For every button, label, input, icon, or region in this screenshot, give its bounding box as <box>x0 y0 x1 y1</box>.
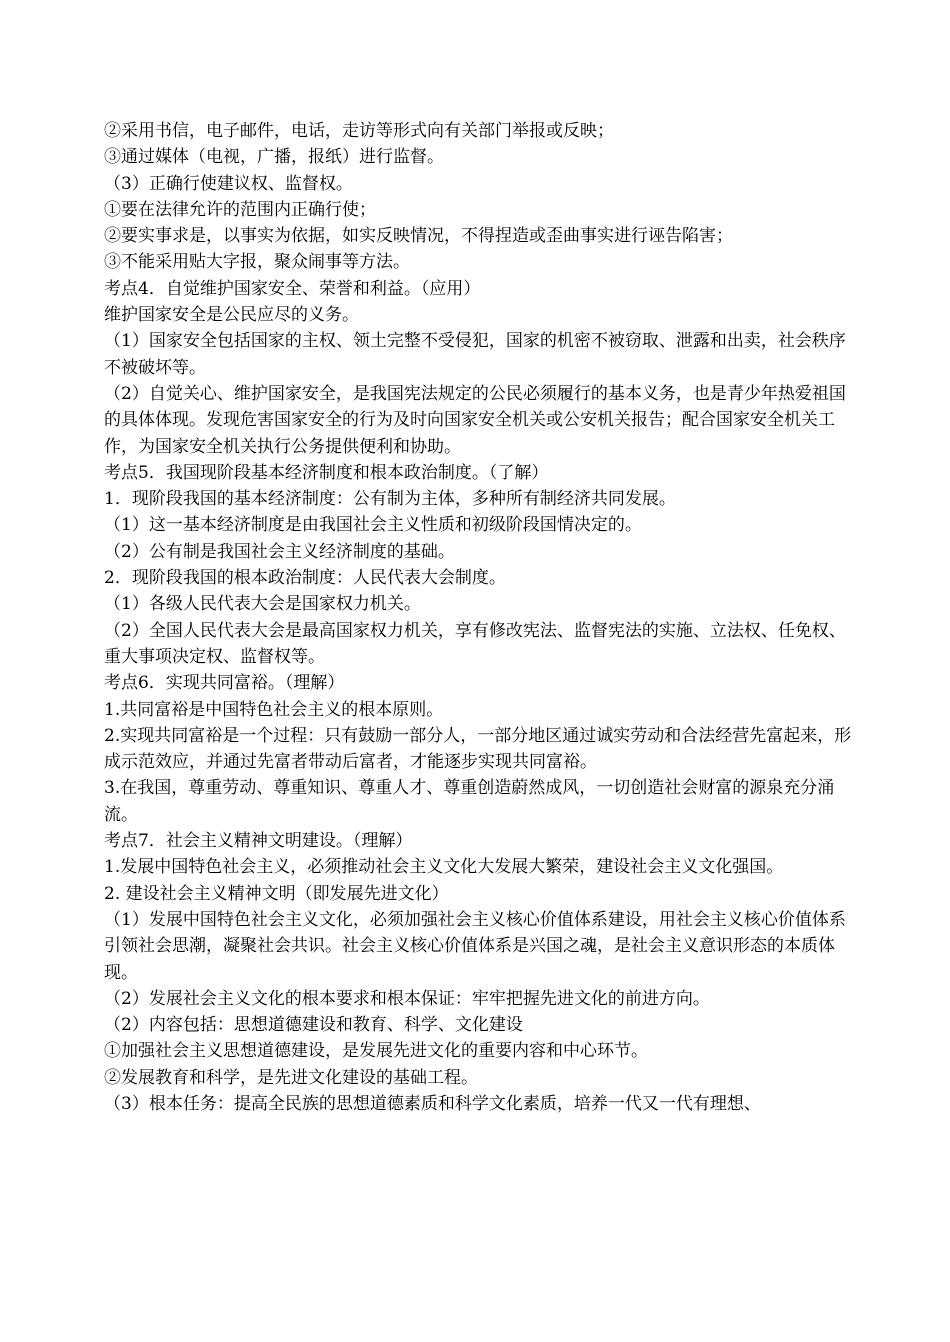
text-paragraph: 1.发展中国特色社会主义，必须推动社会主义文化大发展大繁荣，建设社会主义文化强国。 <box>104 857 784 878</box>
text-paragraph: 3.在我国，尊重劳动、尊重知识、尊重人才、尊重创造蔚然成风，一切创造社会财富的源泉充分涌流。 <box>104 778 835 825</box>
text-line: （3）根本任务：提高全民族的思想道德素质和科学文化素质，培养一代又一代有理想、 <box>104 1093 761 1114</box>
text-line: （1）各级人民代表大会是国家权力机关。 <box>104 594 421 615</box>
text-paragraph: （1）发展中国特色社会主义文化，必须加强社会主义核心价值体系建设，用社会主义核心价值体系引领社会思潮，凝聚社会共识。社会主义核心价值体系是兴国之魂，是社会主义意识形态的本质体现。 <box>104 909 846 983</box>
text-line: ②发展教育和科学，是先进文化建设的基础工程。 <box>104 1067 478 1088</box>
text-paragraph: （2）自觉关心、维护国家安全，是我国宪法规定的公民必须履行的基本义务，也是青少年热爱祖国的具体体现。发现危害国家安全的行为及时向国家安全机关或公安机关报告；配合国家安全机关工作，为国家安全机关执行公务提供便利和协助。 <box>104 383 846 457</box>
text-line: （2）内容包括：思想道德建设和教育、科学、文化建设 <box>104 1015 523 1036</box>
text-paragraph: （1）国家安全包括国家的主权、领土完整不受侵犯，国家的机密不被窃取、泄露和出卖，社会秩序不被破坏等。 <box>104 331 846 378</box>
section-heading: 考点4．自觉维护国家安全、荣誉和利益。（应用） <box>104 278 481 299</box>
text-line: 1.共同富裕是中国特色社会主义的根本原则。 <box>104 699 444 720</box>
text-line: （2）发展社会主义文化的根本要求和根本保证：牢牢把握先进文化的前进方向。 <box>104 988 710 1009</box>
document-body <box>104 118 856 1117</box>
text-line: ③不能采用贴大字报，聚众闹事等方法。 <box>104 252 410 273</box>
text-line: ①要在法律允许的范围内正确行使； <box>104 199 376 220</box>
text-paragraph: （2）全国人民代表大会是最高国家权力机关，享有修改宪法、监督宪法的实施、立法权、任免权、重大事项决定权、监督权等。 <box>104 620 846 667</box>
text-line: ②采用书信，电子邮件，电话，走访等形式向有关部门举报或反映； <box>104 121 614 141</box>
section-heading: 考点7．社会主义精神文明建设。（理解） <box>104 831 413 852</box>
section-heading: 考点5．我国现阶段基本经济制度和根本政治制度。（了解） <box>104 462 549 483</box>
text-line: （3）正确行使建议权、监督权。 <box>104 173 353 194</box>
text-line: （1）这一基本经济制度是由我国社会主义性质和初级阶段国情决定的。 <box>104 515 642 536</box>
text-paragraph: 2.实现共同富裕是一个过程：只有鼓励一部分人，一部分地区通过诚实劳动和合法经营先富起来，形成示范效应，并通过先富者带动后富者，才能逐步实现共同富裕。 <box>104 725 852 773</box>
text-line: 2．现阶段我国的根本政治制度：人民代表大会制度。 <box>104 568 506 589</box>
text-line: 维护国家安全是公民应尽的义务。 <box>104 305 359 326</box>
text-line: 1．现阶段我国的基本经济制度：公有制为主体，多种所有制经济共同发展。 <box>104 489 676 510</box>
text-line: 2. 建设社会主义精神文明（即发展先进文化） <box>104 883 449 904</box>
section-heading: 考点6．实现共同富裕。（理解） <box>104 673 345 694</box>
text-line: ①加强社会主义思想道德建设，是发展先进文化的重要内容和中心环节。 <box>104 1041 648 1062</box>
text-line: （2）公有制是我国社会主义经济制度的基础。 <box>104 541 455 562</box>
text-line: ②要实事求是，以事实为依据，如实反映情况，不得捏造或歪曲事实进行诬告陷害； <box>104 226 733 247</box>
text-line: ③通过媒体（电视，广播，报纸）进行监督。 <box>104 147 444 168</box>
